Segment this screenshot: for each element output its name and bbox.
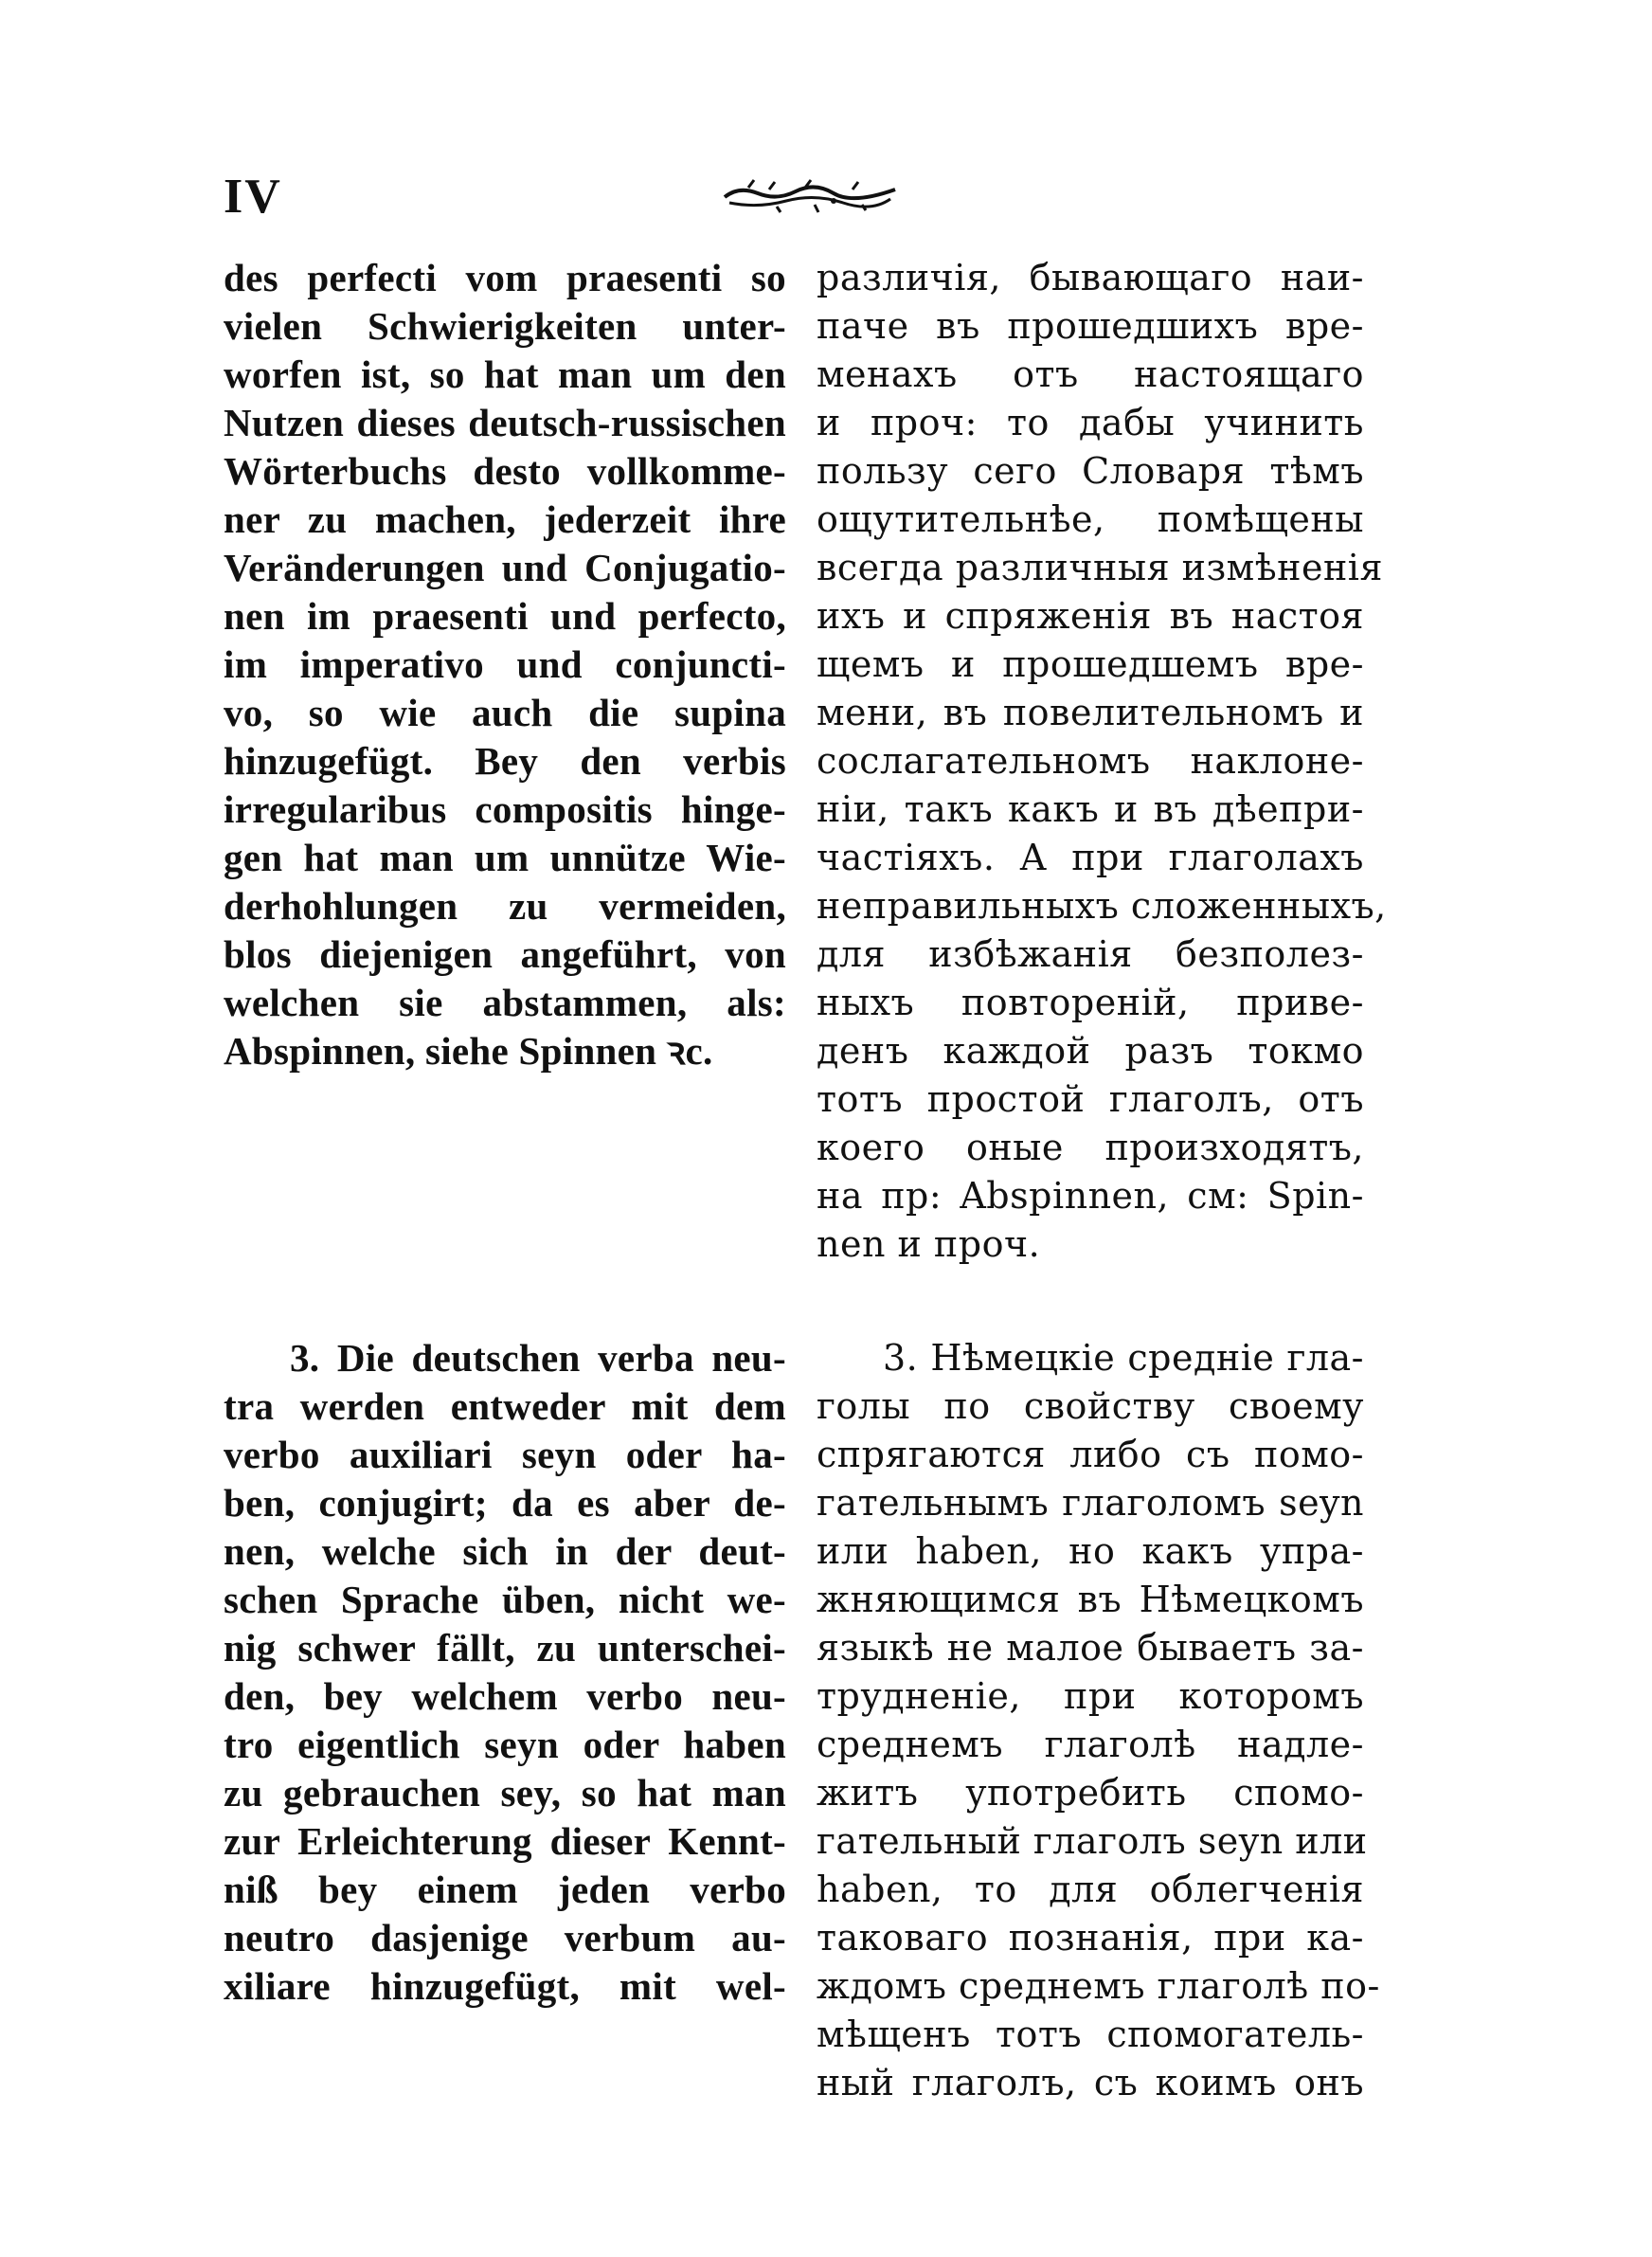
text-line: nen и проч. bbox=[817, 1223, 1041, 1265]
text-line: гательнымъ глаголомъ seyn bbox=[817, 1482, 1364, 1524]
text-line: hinzugefügt. Bey den verbis bbox=[224, 739, 786, 783]
text-line: schen Sprache üben, nicht we- bbox=[224, 1578, 786, 1621]
text-line: трудненіе, при которомъ bbox=[817, 1675, 1364, 1717]
text-line: tro eigentlich seyn oder haben bbox=[224, 1723, 786, 1766]
text-line: neutro dasjenige verbum au- bbox=[224, 1916, 786, 1959]
text-line: xiliare hinzugefügt, mit wel- bbox=[224, 1964, 786, 2008]
text-line: haben, то для облегченія bbox=[817, 1869, 1364, 1910]
text-line: среднемъ глаголѣ надле- bbox=[817, 1724, 1364, 1765]
text-line: 3. Нѣмецкіе средніе гла- bbox=[883, 1337, 1364, 1379]
text-line: менахъ отъ настоящаго bbox=[817, 353, 1364, 395]
text-line: ner zu machen, jederzeit ihre bbox=[224, 497, 786, 541]
text-line: ben, conjugirt; da es aber de- bbox=[224, 1481, 786, 1525]
text-line: derhohlungen zu vermeiden, bbox=[224, 884, 786, 928]
left-column-paragraph-1 bbox=[224, 254, 786, 1075]
text-line: verbo auxiliari seyn oder ha- bbox=[224, 1433, 786, 1476]
text-line: тотъ простой глаголъ, отъ bbox=[817, 1078, 1364, 1120]
text-line: Wörterbuchs desto vollkomme- bbox=[224, 449, 786, 493]
text-line: сослагательномъ наклоне- bbox=[817, 740, 1364, 782]
text-line: Nutzen dieses deutsch-russischen bbox=[224, 401, 786, 444]
text-line: im imperativo und conjuncti- bbox=[224, 642, 786, 686]
text-line: worfen ist, so hat man um den bbox=[224, 352, 786, 396]
text-line: на пр: Abspinnen, см: Spin- bbox=[817, 1175, 1364, 1217]
text-line: и проч: то дабы учинить bbox=[817, 402, 1364, 443]
text-line: ждомъ среднемъ глаголѣ по- bbox=[817, 1965, 1380, 2007]
text-line: мѣщенъ тотъ спомогатель- bbox=[817, 2013, 1364, 2055]
text-line: житъ употребить спомо- bbox=[817, 1772, 1364, 1814]
text-line: gen hat man um unnütze Wie- bbox=[224, 836, 786, 879]
text-line: спрягаются либо съ помо- bbox=[817, 1434, 1364, 1475]
text-line: неправильныхъ сложенныхъ, bbox=[817, 885, 1387, 927]
page-number: IV bbox=[224, 170, 282, 224]
text-line: ныхъ повтореній, приве- bbox=[817, 982, 1364, 1023]
text-line: таковаго познанія, при ка- bbox=[817, 1917, 1364, 1959]
text-line: для избѣжанія безполез- bbox=[817, 933, 1364, 975]
text-line: денъ каждой разъ токмо bbox=[817, 1030, 1364, 1072]
text-line: коего оные произходятъ, bbox=[817, 1127, 1364, 1168]
text-line: 3. Die deutschen verba neu- bbox=[290, 1336, 786, 1380]
text-line: ощутительнѣе, помѣщены bbox=[817, 498, 1364, 540]
text-line: паче въ прошедшихъ вре- bbox=[817, 305, 1364, 347]
text-line: ніи, такъ какъ и въ дѣепри- bbox=[817, 788, 1364, 830]
text-line: blos diejenigen angeführt, von bbox=[224, 932, 786, 976]
text-line: nen im praesenti und perfecto, bbox=[224, 594, 786, 638]
text-line: nig schwer fällt, zu unterschei- bbox=[224, 1626, 786, 1670]
text-line: жняющимся въ Нѣмецкомъ bbox=[817, 1579, 1364, 1620]
text-line: различія, бывающаго наи- bbox=[817, 257, 1364, 298]
text-line: ный глаголъ, съ коимъ онъ bbox=[817, 2062, 1364, 2104]
text-line: всегда различныя измѣненія bbox=[817, 547, 1383, 588]
text-line: ихъ и спряженія въ настоя bbox=[817, 595, 1364, 637]
text-line: щемъ и прошедшемъ вре- bbox=[817, 643, 1364, 685]
text-line: Abspinnen, siehe Spinnen ꝛc. bbox=[224, 1029, 713, 1073]
text-line: zur Erleichterung dieser Kennt- bbox=[224, 1819, 786, 1863]
text-line: частіяхъ. А при глаголахъ bbox=[817, 837, 1364, 878]
text-line: tra werden entweder mit dem bbox=[224, 1384, 786, 1428]
text-line: vo, so wie auch die supina bbox=[224, 691, 786, 734]
text-line: мени, въ повелительномъ и bbox=[817, 692, 1364, 733]
text-line: den, bey welchem verbo neu- bbox=[224, 1674, 786, 1718]
text-line: zu gebrauchen sey, so hat man bbox=[224, 1771, 786, 1815]
text-line: niß bey einem jeden verbo bbox=[224, 1868, 786, 1911]
text-line: Veränderungen und Conjugatio- bbox=[224, 546, 786, 589]
decorative-ornament-icon bbox=[720, 176, 900, 214]
left-column-paragraph-2 bbox=[224, 1334, 786, 2011]
text-line: irregularibus compositis hinge- bbox=[224, 787, 786, 831]
right-column-paragraph-2 bbox=[817, 1334, 1380, 2107]
text-line: языкѣ не малое бываетъ за- bbox=[817, 1627, 1364, 1669]
text-line: или haben, но какъ упра- bbox=[817, 1530, 1364, 1572]
text-line: гательный глаголъ seyn или bbox=[817, 1820, 1368, 1862]
text-line: пользу сего Словаря тѣмъ bbox=[817, 450, 1364, 492]
text-line: des perfecti vom praesenti so bbox=[224, 256, 786, 299]
text-line: голы по свойству своему bbox=[817, 1385, 1364, 1427]
text-line: welchen sie abstammen, als: bbox=[224, 981, 786, 1024]
text-line: nen, welche sich in der deut- bbox=[224, 1529, 786, 1573]
right-column-paragraph-1 bbox=[817, 254, 1387, 1269]
text-line: vielen Schwierigkeiten unter- bbox=[224, 304, 786, 348]
